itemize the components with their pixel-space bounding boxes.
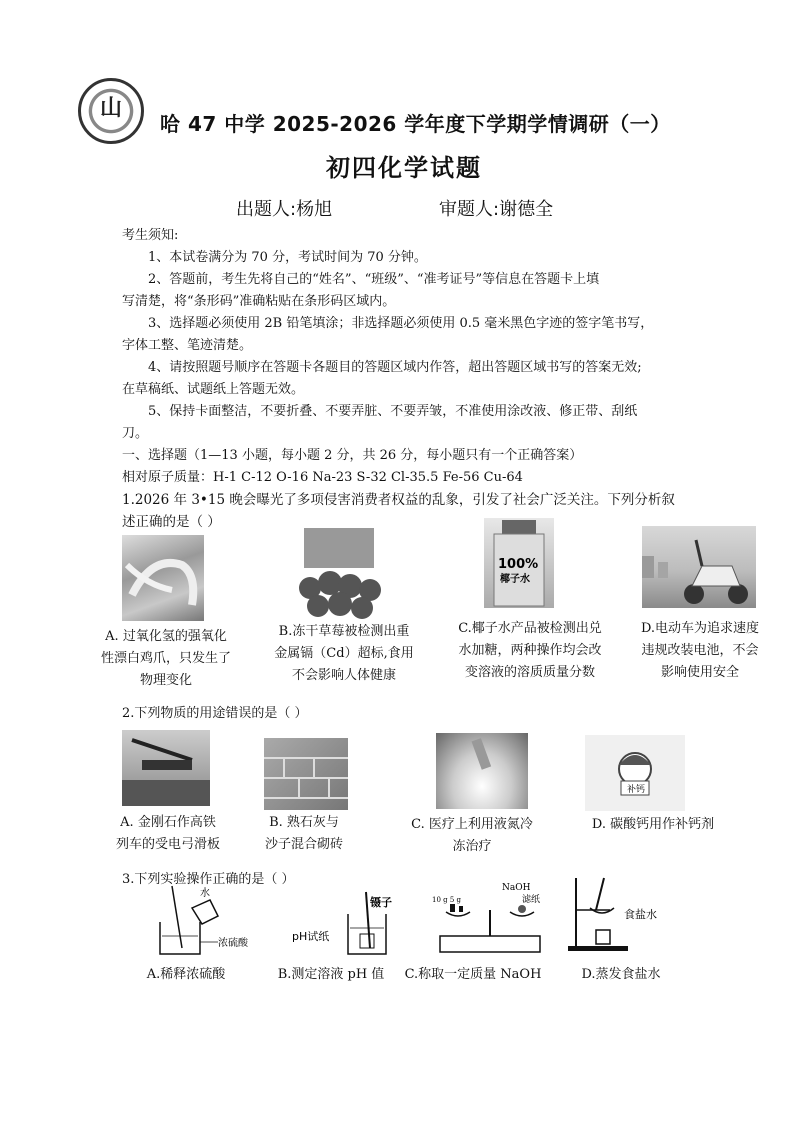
notice-item: 2、答题前，考生先将自己的“姓名”、“班级”、“准考证号”等信息在答题卡上填 — [148, 272, 600, 287]
label-ph-paper: pH试纸 — [292, 930, 330, 943]
atomic-masses: 相对原子质量：H-1 C-12 O-16 Na-23 S-32 Cl-35.5 Fe-56 Cu-64 — [122, 470, 523, 485]
q2-option-d: D. 碳酸钙用作补钙剂 — [591, 817, 715, 832]
school-logo — [78, 78, 144, 144]
setter-name: 出题人:杨旭 — [236, 199, 333, 220]
notice-item: 1、本试卷满分为 70 分，考试时间为 70 分钟。 — [148, 250, 427, 265]
notice-item: 字体工整、笔迹清楚。 — [122, 338, 253, 353]
label-weight: 10 g 5 g — [432, 896, 461, 904]
brick-laying-photo — [264, 738, 348, 810]
q3-option-b: B.测定溶液 pH 值 — [277, 967, 385, 982]
q2-stem: 2.下列物质的用途错误的是（ ） — [122, 706, 308, 721]
calcium-poster-photo — [585, 735, 685, 811]
q1-option-a: A. 过氧化氢的强氧化 性漂白鸡爪，只发生了 物理变化 — [100, 629, 231, 688]
notice-item: 写清楚，将“条形码”准确粘贴在条形码区域内。 — [122, 294, 396, 309]
pantograph-photo — [122, 730, 210, 806]
freeze-dried-strawberry-photo — [290, 528, 386, 624]
q3-option-d: D.蒸发食盐水 — [581, 967, 661, 982]
q3-option-c: C.称取一定质量 NaOH — [404, 967, 542, 982]
q1-stem: 述正确的是（ ） — [122, 514, 221, 530]
coconut-water-bottle-photo — [484, 518, 554, 608]
notice-item: 3、选择题必须使用 2B 铅笔填涂；非选择题必须使用 0.5 毫米黑色字迹的签字笔书写， — [148, 316, 654, 331]
label-tweezers: 镊子 — [370, 896, 392, 909]
q1-stem: 1.2026 年 3•15 晚会曝光了多项侵害消费者权益的乱象，引发了社会广泛关注。下列分析叙 — [122, 492, 675, 508]
chicken-feet-photo — [122, 535, 204, 621]
q3-stem: 3.下列实验操作正确的是（ ） — [122, 872, 295, 887]
q1-option-d: D.电动车为追求速度 违规改装电池，不会 影响使用安全 — [640, 621, 760, 680]
q2-option-a: A. 金刚石作高铁 列车的受电弓滑板 — [115, 815, 220, 852]
notice-item: 5、保持卡面整洁，不要折叠、不要弄脏、不要弄皱，不准使用涂改液、修正带、刮纸 — [148, 404, 638, 419]
q2-option-c: C. 医疗上利用液氮冷 冻治疗 — [411, 817, 533, 854]
q1-option-c: C.椰子水产品被检测出兑 水加糖，两种操作均会改 变溶液的溶质质量分数 — [458, 621, 602, 680]
label-filter-paper: 滤纸 — [522, 895, 541, 905]
label-water: 水 — [200, 888, 210, 899]
q1-option-b: B.冻干草莓被检测出重 金属镉（Cd）超标,食用 不会影响人体健康 — [274, 624, 414, 683]
label-salt-water: 食盐水 — [624, 908, 657, 921]
subject-title: 初四化学试题 — [326, 154, 482, 182]
bottle-label-name: 椰子水 — [500, 574, 530, 585]
notice-item: 在草稿纸、试题纸上答题无效。 — [122, 382, 305, 397]
notice-heading: 考生须知: — [122, 228, 179, 243]
school-emblem-icon: 山 — [99, 96, 122, 121]
label-acid: 浓硫酸 — [218, 938, 248, 949]
ph-test-diagram — [290, 888, 420, 958]
label-naoh: NaOH — [502, 883, 531, 893]
section-heading: 一、选择题（1—13 小题，每小题 2 分，共 26 分，每小题只有一个正确答案） — [122, 448, 583, 463]
notice-item: 4、请按照题号顺序在答题卡各题目的答题区域内作答，超出答题区域书写的答案无效; — [148, 360, 642, 375]
reviewer-name: 审题人:谢德全 — [439, 199, 554, 220]
liquid-nitrogen-photo — [436, 733, 528, 809]
notice-item: 刀。 — [122, 426, 149, 441]
exam-title: 哈 47 中学 2025-2026 学年度下学期学情调研（一） — [160, 112, 671, 136]
q3-option-a: A.稀释浓硫酸 — [146, 967, 226, 982]
poster-text: 补钙 — [627, 785, 646, 795]
evaporation-diagram — [560, 874, 690, 954]
balance-diagram — [430, 880, 550, 960]
bottle-label-percent: 100% — [498, 557, 539, 572]
electric-scooter-photo — [642, 526, 756, 608]
dilution-diagram — [148, 878, 258, 958]
q2-option-b: B. 熟石灰与 沙子混合砌砖 — [264, 815, 343, 852]
